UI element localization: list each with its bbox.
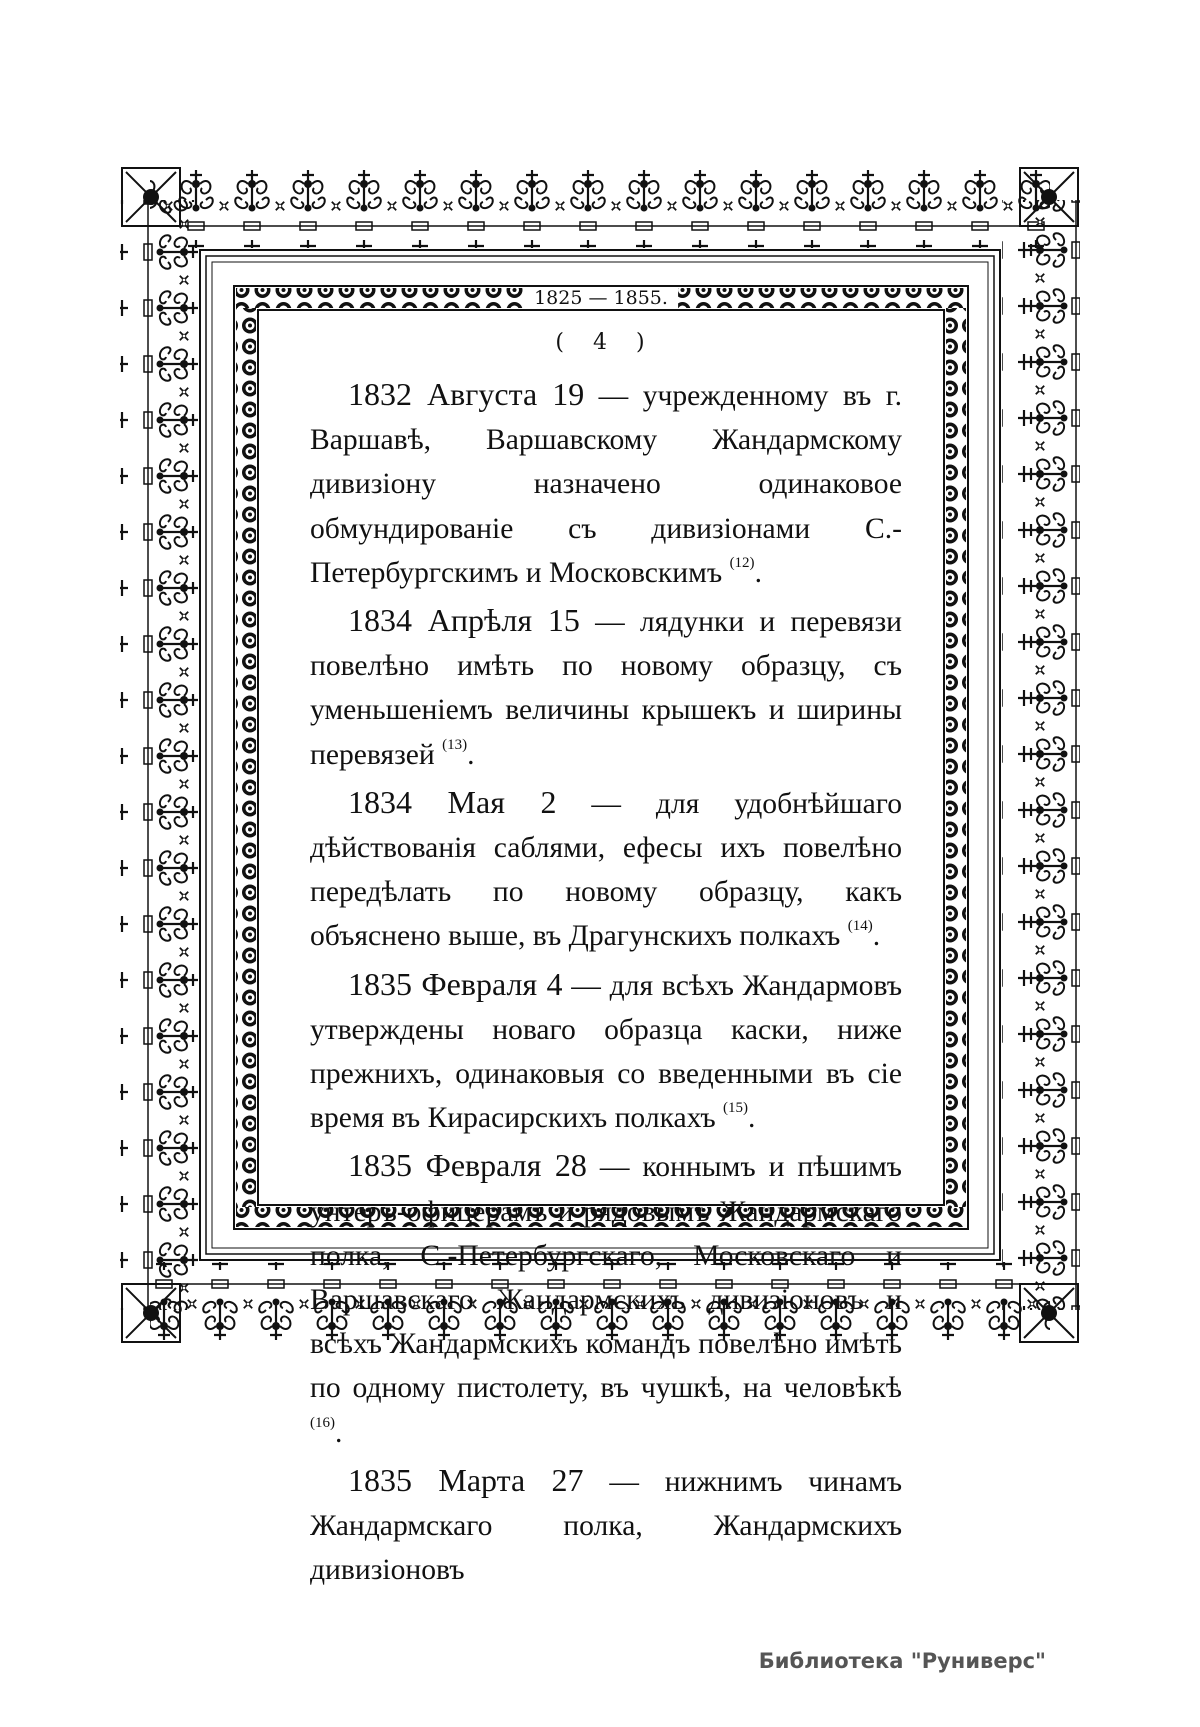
entry-text: — для удобнѣйшаго дѣйствованія саблями, ефесы ихъ повелѣно передѣлать по новому образцу, какъ объяснено выше, въ Драгунскихъ полкахъ [310,787,902,953]
text-body [310,372,902,1595]
entry-end: . [872,920,881,953]
entry-end: . [754,556,762,589]
entry-text: — нижнимъ чинамъ Жандармскаго полка, Жандармскихъ дивизіоновъ [310,1465,903,1587]
entry [310,1458,902,1593]
entry [310,780,902,959]
footnote-ref: (13) [442,736,468,753]
entry-date: 1835 Февраля 4 [348,965,563,1002]
footnote-ref: (12) [729,554,755,571]
running-header [236,288,966,308]
entry-text: — для всѣхъ Жандармовъ утверждены новаго образца каски, ниже прежнихъ, одинаковыя со введенными въ сіе время въ Кирасирскихъ полкахъ [310,969,902,1135]
header-date-range: 1825 — 1855. [524,288,678,308]
page-number: ( 4 ) [555,330,645,355]
entry [310,962,902,1141]
entry-text: — учрежденному въ г. Варшавѣ, Варшавскому Жандармскому дивизіону назначено одинаковое обмундированіе съ дивизіонами С.-Петербургскимъ и Московскимъ [310,380,903,589]
entry-date: 1835 Февраля 28 [348,1147,587,1184]
entry-text: — коннымъ и пѣшимъ унтеръ-офицерамъ и рядовымъ Жандармскаго полка, С.-Петербургскаго, Московскаго и Варшавскаго Жандармскихъ дивизіоновъ и всѣхъ Жандармскихъ командъ повелѣно имѣть по одному пистолету, въ чушкѣ, на человѣкѣ [310,1151,902,1405]
footnote-ref: (15) [723,1100,749,1117]
entry-text: — лядунки и перевязи повелѣно имѣть по новому образцу, съ уменьшеніемъ величины крышекъ и ширины перевязей [310,606,902,771]
entry [310,598,902,777]
footnote-ref: (14) [847,918,873,935]
entry-end: . [467,738,475,771]
entry-end: . [335,1416,343,1449]
entry-date: 1835 Марта 27 [348,1461,584,1498]
entry-date: 1832 Августа 19 [348,376,585,412]
entry [310,1143,902,1454]
entry [310,372,902,595]
entry-date: 1834 Мая 2 [348,783,557,820]
footnote-ref: (16) [310,1414,335,1431]
entry-end: . [748,1102,756,1135]
library-watermark: Библиотека "Руниверс" [758,1649,1046,1673]
entry-date: 1834 Апрѣля 15 [348,602,580,639]
